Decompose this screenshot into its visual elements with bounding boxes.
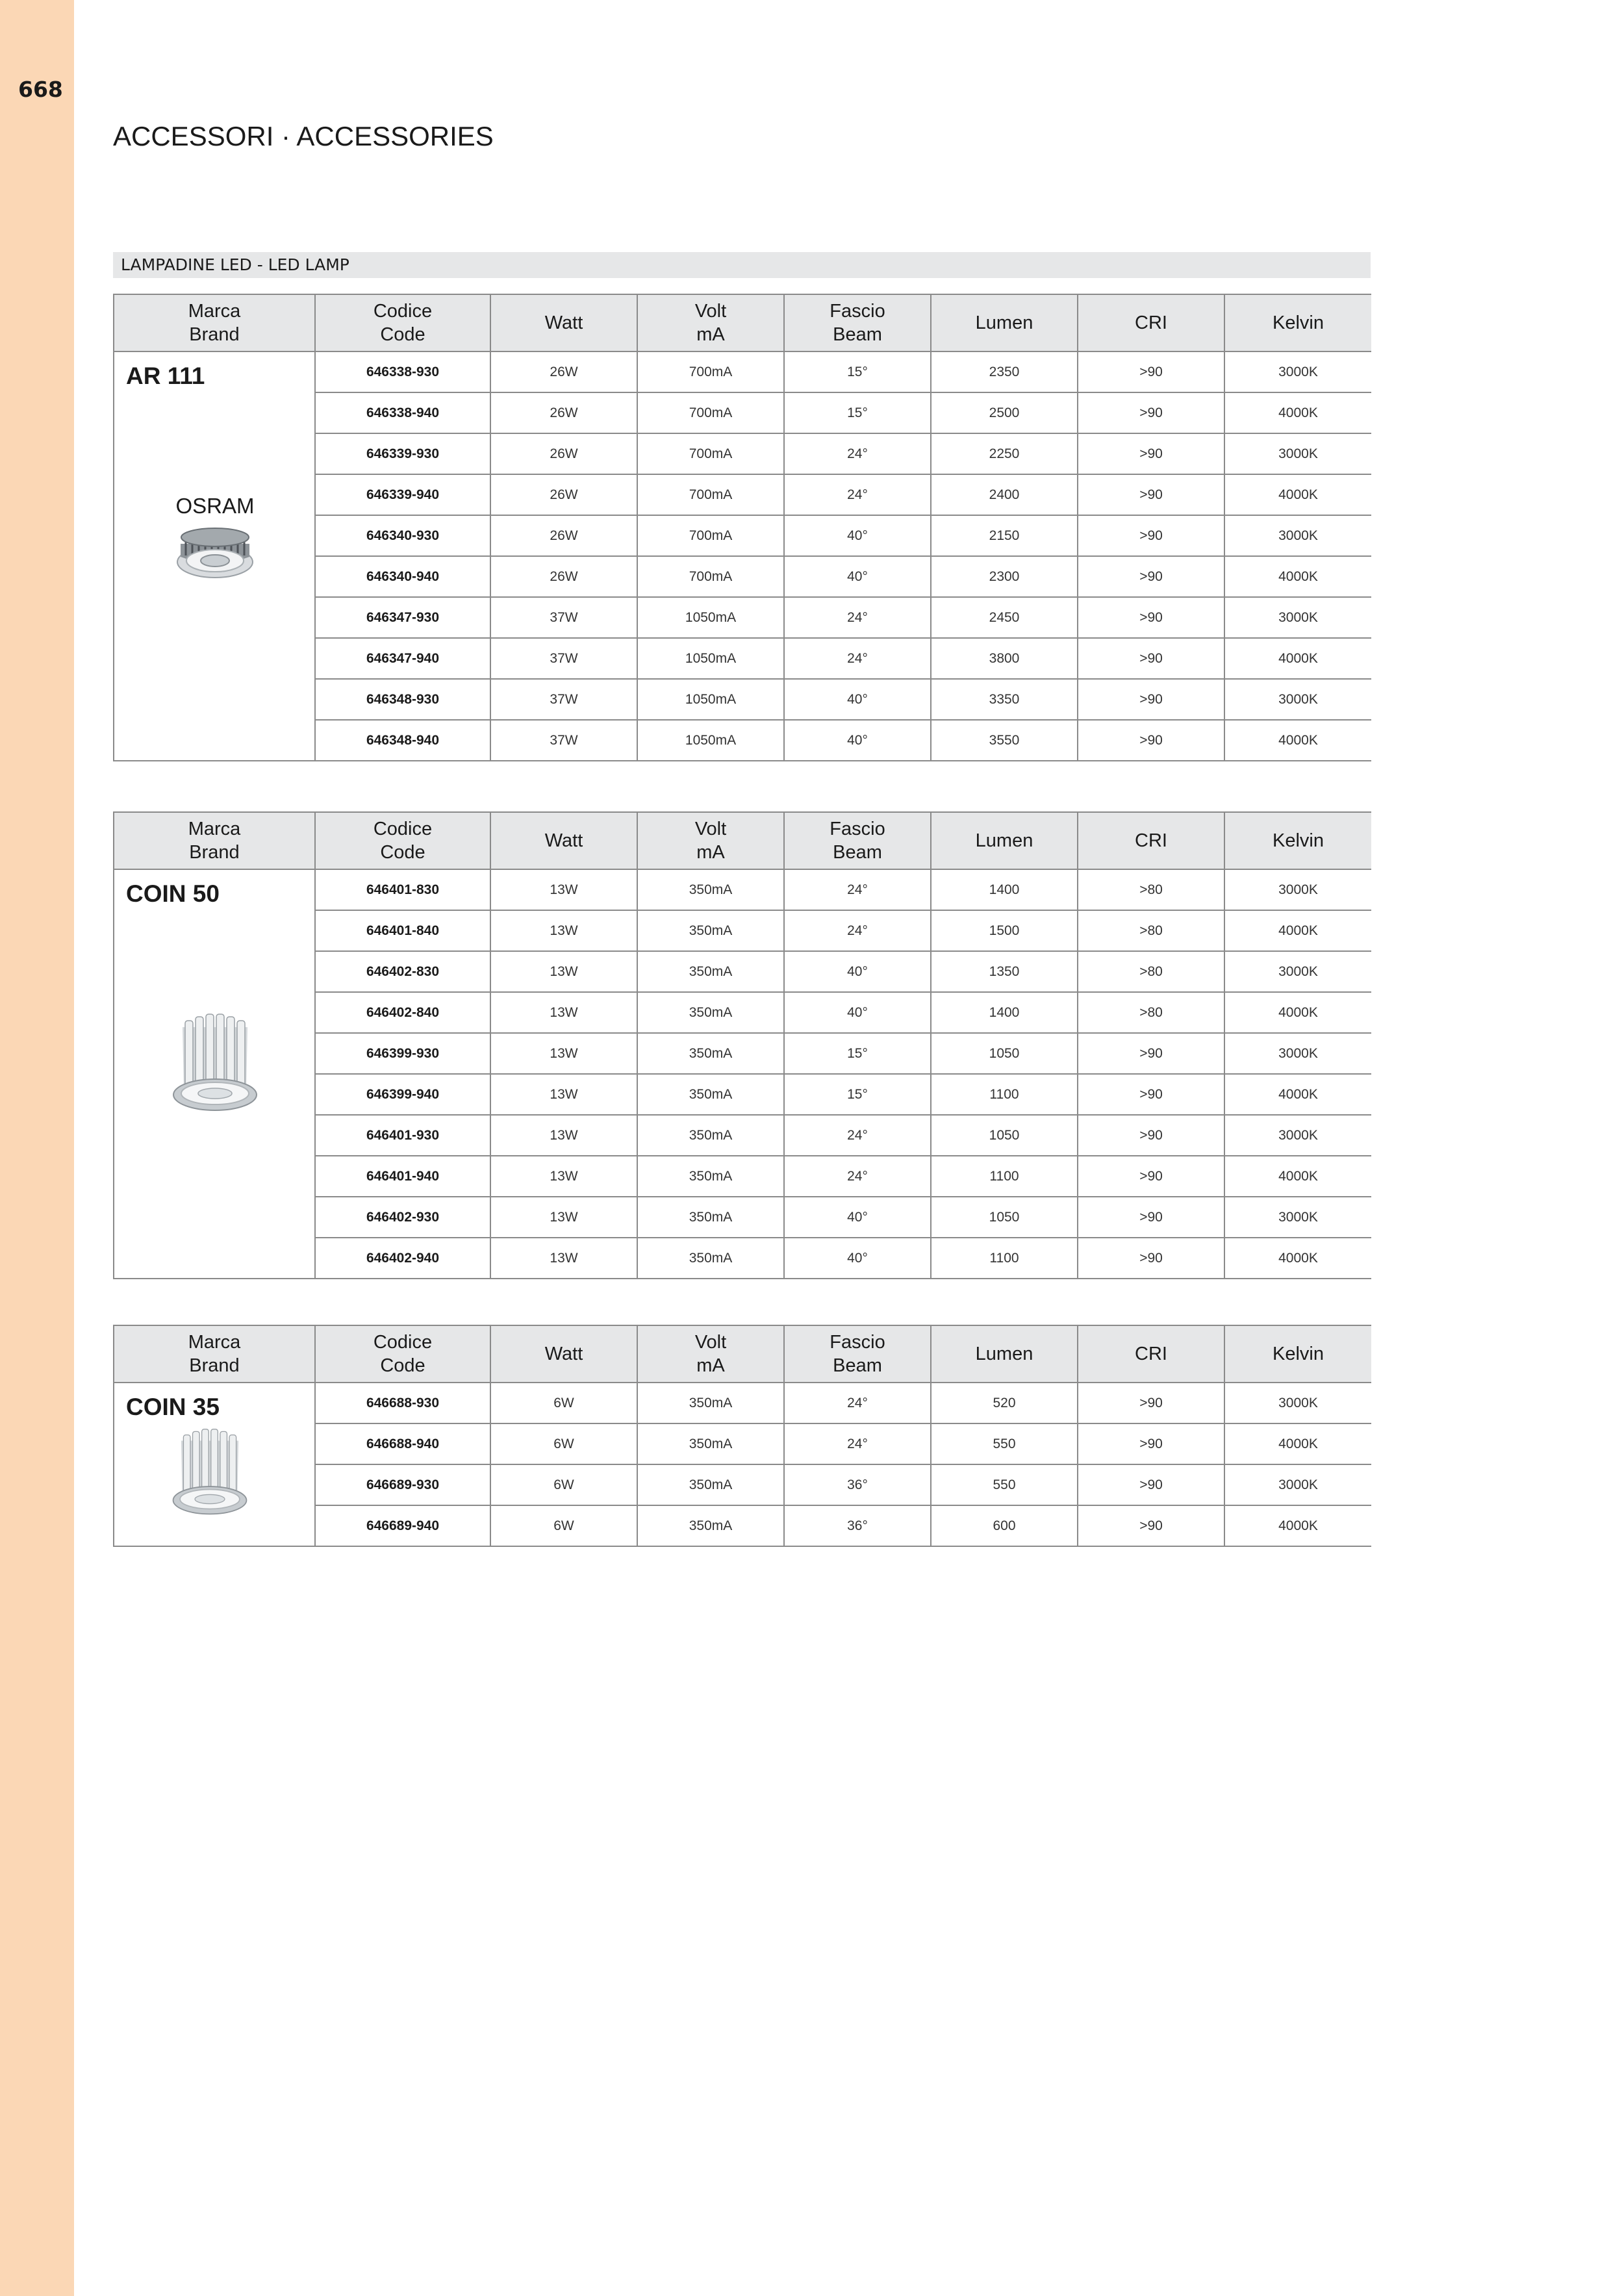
watt-cell: 26W (490, 515, 637, 556)
lumen-cell: 1050 (931, 1033, 1078, 1074)
kelvin-cell: 4000K (1224, 992, 1371, 1033)
volt-cell: 350mA (637, 1464, 784, 1505)
code-cell: 646689-940 (315, 1505, 490, 1546)
beam-cell: 24° (784, 597, 931, 638)
header-beam: Fascio Beam (784, 812, 931, 869)
cri-cell: >90 (1078, 597, 1224, 638)
watt-cell: 6W (490, 1464, 637, 1505)
volt-cell: 700mA (637, 515, 784, 556)
cri-cell: >90 (1078, 1115, 1224, 1156)
header-cri: CRI (1078, 812, 1224, 869)
lumen-cell: 1050 (931, 1115, 1078, 1156)
code-cell: 646338-930 (315, 351, 490, 392)
cri-cell: >90 (1078, 474, 1224, 515)
kelvin-cell: 3000K (1224, 597, 1371, 638)
kelvin-cell: 4000K (1224, 720, 1371, 761)
volt-cell: 700mA (637, 392, 784, 433)
volt-cell: 700mA (637, 556, 784, 597)
header-volt: Volt mA (637, 1325, 784, 1383)
lumen-cell: 2350 (931, 351, 1078, 392)
cri-cell: >90 (1078, 351, 1224, 392)
lumen-cell: 1100 (931, 1238, 1078, 1279)
header-beam: Fascio Beam (784, 294, 931, 351)
beam-cell: 24° (784, 1383, 931, 1423)
watt-cell: 13W (490, 910, 637, 951)
table-header-row (114, 1325, 1371, 1383)
code-cell: 646688-940 (315, 1423, 490, 1464)
beam-cell: 40° (784, 679, 931, 720)
code-cell: 646347-930 (315, 597, 490, 638)
kelvin-cell: 3000K (1224, 433, 1371, 474)
code-cell: 646399-940 (315, 1074, 490, 1115)
watt-cell: 13W (490, 992, 637, 1033)
lumen-cell: 2400 (931, 474, 1078, 515)
beam-cell: 40° (784, 1238, 931, 1279)
watt-cell: 13W (490, 951, 637, 992)
code-cell: 646401-840 (315, 910, 490, 951)
volt-cell: 350mA (637, 1383, 784, 1423)
kelvin-cell: 4000K (1224, 1505, 1371, 1546)
header-volt: Volt mA (637, 294, 784, 351)
beam-cell: 24° (784, 869, 931, 910)
lumen-cell: 2250 (931, 433, 1078, 474)
header-lumen: Lumen (931, 1325, 1078, 1383)
volt-cell: 350mA (637, 1033, 784, 1074)
beam-cell: 15° (784, 392, 931, 433)
volt-cell: 350mA (637, 1156, 784, 1197)
header-cri: CRI (1078, 1325, 1224, 1383)
watt-cell: 13W (490, 1238, 637, 1279)
volt-cell: 350mA (637, 910, 784, 951)
lumen-cell: 1400 (931, 869, 1078, 910)
cri-cell: >90 (1078, 638, 1224, 679)
watt-cell: 13W (490, 1197, 637, 1238)
watt-cell: 26W (490, 392, 637, 433)
cri-cell: >90 (1078, 1156, 1224, 1197)
cri-cell: >90 (1078, 1074, 1224, 1115)
beam-cell: 40° (784, 1197, 931, 1238)
volt-cell: 700mA (637, 433, 784, 474)
watt-cell: 13W (490, 869, 637, 910)
code-cell: 646340-940 (315, 556, 490, 597)
kelvin-cell: 3000K (1224, 951, 1371, 992)
table-header-row (114, 294, 1371, 351)
brand-cell (114, 351, 315, 761)
header-brand: Marca Brand (114, 294, 315, 351)
kelvin-cell: 3000K (1224, 1033, 1371, 1074)
lumen-cell: 3350 (931, 679, 1078, 720)
beam-cell: 24° (784, 433, 931, 474)
watt-cell: 37W (490, 638, 637, 679)
volt-cell: 700mA (637, 474, 784, 515)
beam-cell: 40° (784, 720, 931, 761)
cri-cell: >90 (1078, 1197, 1224, 1238)
header-kelvin: Kelvin (1224, 1325, 1371, 1383)
brand-name: COIN 50 (126, 880, 220, 907)
header-cri: CRI (1078, 294, 1224, 351)
header-code: Codice Code (315, 1325, 490, 1383)
table-row (114, 1383, 1371, 1423)
code-cell: 646399-930 (315, 1033, 490, 1074)
section-title: ACCESSORI · ACCESSORIES (113, 121, 494, 151)
product-table-coin35 (113, 1325, 1371, 1547)
watt-cell: 26W (490, 433, 637, 474)
header-code: Codice Code (315, 812, 490, 869)
volt-cell: 350mA (637, 1505, 784, 1546)
beam-cell: 15° (784, 351, 931, 392)
cri-cell: >90 (1078, 433, 1224, 474)
code-cell: 646688-930 (315, 1383, 490, 1423)
cri-cell: >90 (1078, 515, 1224, 556)
beam-cell: 40° (784, 556, 931, 597)
kelvin-cell: 3000K (1224, 1464, 1371, 1505)
cri-cell: >90 (1078, 1423, 1224, 1464)
watt-cell: 26W (490, 351, 637, 392)
table-row (114, 351, 1371, 392)
lumen-cell: 2500 (931, 392, 1078, 433)
watt-cell: 6W (490, 1505, 637, 1546)
kelvin-cell: 4000K (1224, 638, 1371, 679)
volt-cell: 350mA (637, 992, 784, 1033)
beam-cell: 40° (784, 515, 931, 556)
side-color-strip (0, 0, 74, 2296)
volt-cell: 1050mA (637, 679, 784, 720)
header-code: Codice Code (315, 294, 490, 351)
watt-cell: 6W (490, 1383, 637, 1423)
code-cell: 646401-940 (315, 1156, 490, 1197)
kelvin-cell: 4000K (1224, 392, 1371, 433)
beam-cell: 36° (784, 1505, 931, 1546)
lumen-cell: 1400 (931, 992, 1078, 1033)
beam-cell: 24° (784, 474, 931, 515)
header-kelvin: Kelvin (1224, 294, 1371, 351)
kelvin-cell: 3000K (1224, 1115, 1371, 1156)
kelvin-cell: 3000K (1224, 515, 1371, 556)
header-watt: Watt (490, 294, 637, 351)
cri-cell: >80 (1078, 992, 1224, 1033)
code-cell: 646401-930 (315, 1115, 490, 1156)
header-kelvin: Kelvin (1224, 812, 1371, 869)
brand-cell (114, 1383, 315, 1546)
volt-cell: 350mA (637, 1238, 784, 1279)
code-cell: 646340-930 (315, 515, 490, 556)
lumen-cell: 2450 (931, 597, 1078, 638)
beam-cell: 24° (784, 1156, 931, 1197)
volt-cell: 1050mA (637, 638, 784, 679)
cri-cell: >90 (1078, 556, 1224, 597)
kelvin-cell: 4000K (1224, 910, 1371, 951)
product-table-ar111 (113, 294, 1371, 761)
watt-cell: 13W (490, 1115, 637, 1156)
watt-cell: 37W (490, 720, 637, 761)
watt-cell: 13W (490, 1156, 637, 1197)
kelvin-cell: 4000K (1224, 1074, 1371, 1115)
code-cell: 646338-940 (315, 392, 490, 433)
volt-cell: 350mA (637, 869, 784, 910)
watt-cell: 6W (490, 1423, 637, 1464)
beam-cell: 24° (784, 638, 931, 679)
lumen-cell: 1100 (931, 1074, 1078, 1115)
header-volt: Volt mA (637, 812, 784, 869)
kelvin-cell: 4000K (1224, 556, 1371, 597)
lumen-cell: 550 (931, 1423, 1078, 1464)
table-row (114, 869, 1371, 910)
lumen-cell: 1500 (931, 910, 1078, 951)
lumen-cell: 2300 (931, 556, 1078, 597)
header-lumen: Lumen (931, 294, 1078, 351)
brand-name: AR 111 (126, 363, 205, 389)
cri-cell: >90 (1078, 1238, 1224, 1279)
header-brand: Marca Brand (114, 812, 315, 869)
table-header-row (114, 812, 1371, 869)
code-cell: 646348-940 (315, 720, 490, 761)
cri-cell: >80 (1078, 869, 1224, 910)
kelvin-cell: 3000K (1224, 869, 1371, 910)
header-watt: Watt (490, 1325, 637, 1383)
beam-cell: 40° (784, 992, 931, 1033)
lumen-cell: 3800 (931, 638, 1078, 679)
code-cell: 646339-930 (315, 433, 490, 474)
volt-cell: 350mA (637, 951, 784, 992)
volt-cell: 700mA (637, 351, 784, 392)
brand-manufacturer: OSRAM (175, 494, 255, 518)
code-cell: 646402-930 (315, 1197, 490, 1238)
watt-cell: 26W (490, 556, 637, 597)
kelvin-cell: 4000K (1224, 1238, 1371, 1279)
kelvin-cell: 4000K (1224, 1156, 1371, 1197)
cri-cell: >90 (1078, 392, 1224, 433)
code-cell: 646347-940 (315, 638, 490, 679)
code-cell: 646689-930 (315, 1464, 490, 1505)
code-cell: 646402-940 (315, 1238, 490, 1279)
code-cell: 646401-830 (315, 869, 490, 910)
beam-cell: 24° (784, 910, 931, 951)
lumen-cell: 600 (931, 1505, 1078, 1546)
kelvin-cell: 4000K (1224, 474, 1371, 515)
lumen-cell: 550 (931, 1464, 1078, 1505)
header-watt: Watt (490, 812, 637, 869)
page-number: 668 (18, 77, 63, 102)
volt-cell: 350mA (637, 1423, 784, 1464)
category-bar: LAMPADINE LED - LED LAMP (113, 252, 1371, 278)
watt-cell: 26W (490, 474, 637, 515)
coin35-lamp-icon (170, 1423, 250, 1521)
ar111-lamp-icon (173, 518, 257, 583)
lumen-cell: 1050 (931, 1197, 1078, 1238)
cri-cell: >90 (1078, 679, 1224, 720)
brand-cell (114, 869, 315, 1279)
header-brand: Marca Brand (114, 1325, 315, 1383)
watt-cell: 13W (490, 1074, 637, 1115)
cri-cell: >90 (1078, 1505, 1224, 1546)
lumen-cell: 2150 (931, 515, 1078, 556)
kelvin-cell: 3000K (1224, 351, 1371, 392)
code-cell: 646402-830 (315, 951, 490, 992)
watt-cell: 13W (490, 1033, 637, 1074)
beam-cell: 40° (784, 951, 931, 992)
kelvin-cell: 3000K (1224, 1197, 1371, 1238)
beam-cell: 15° (784, 1074, 931, 1115)
volt-cell: 1050mA (637, 720, 784, 761)
cri-cell: >80 (1078, 910, 1224, 951)
volt-cell: 350mA (637, 1197, 784, 1238)
lumen-cell: 1350 (931, 951, 1078, 992)
beam-cell: 24° (784, 1423, 931, 1464)
kelvin-cell: 4000K (1224, 1423, 1371, 1464)
cri-cell: >80 (1078, 951, 1224, 992)
kelvin-cell: 3000K (1224, 679, 1371, 720)
code-cell: 646348-930 (315, 679, 490, 720)
beam-cell: 36° (784, 1464, 931, 1505)
volt-cell: 350mA (637, 1115, 784, 1156)
lumen-cell: 1100 (931, 1156, 1078, 1197)
watt-cell: 37W (490, 679, 637, 720)
product-table-coin50 (113, 811, 1371, 1279)
beam-cell: 15° (784, 1033, 931, 1074)
lumen-cell: 3550 (931, 720, 1078, 761)
beam-cell: 24° (784, 1115, 931, 1156)
header-lumen: Lumen (931, 812, 1078, 869)
cri-cell: >90 (1078, 1464, 1224, 1505)
code-cell: 646339-940 (315, 474, 490, 515)
header-beam: Fascio Beam (784, 1325, 931, 1383)
volt-cell: 1050mA (637, 597, 784, 638)
watt-cell: 37W (490, 597, 637, 638)
kelvin-cell: 3000K (1224, 1383, 1371, 1423)
cri-cell: >90 (1078, 720, 1224, 761)
coin50-lamp-icon (170, 1008, 260, 1118)
cri-cell: >90 (1078, 1033, 1224, 1074)
code-cell: 646402-840 (315, 992, 490, 1033)
lumen-cell: 520 (931, 1383, 1078, 1423)
brand-name: COIN 35 (126, 1394, 220, 1420)
volt-cell: 350mA (637, 1074, 784, 1115)
cri-cell: >90 (1078, 1383, 1224, 1423)
